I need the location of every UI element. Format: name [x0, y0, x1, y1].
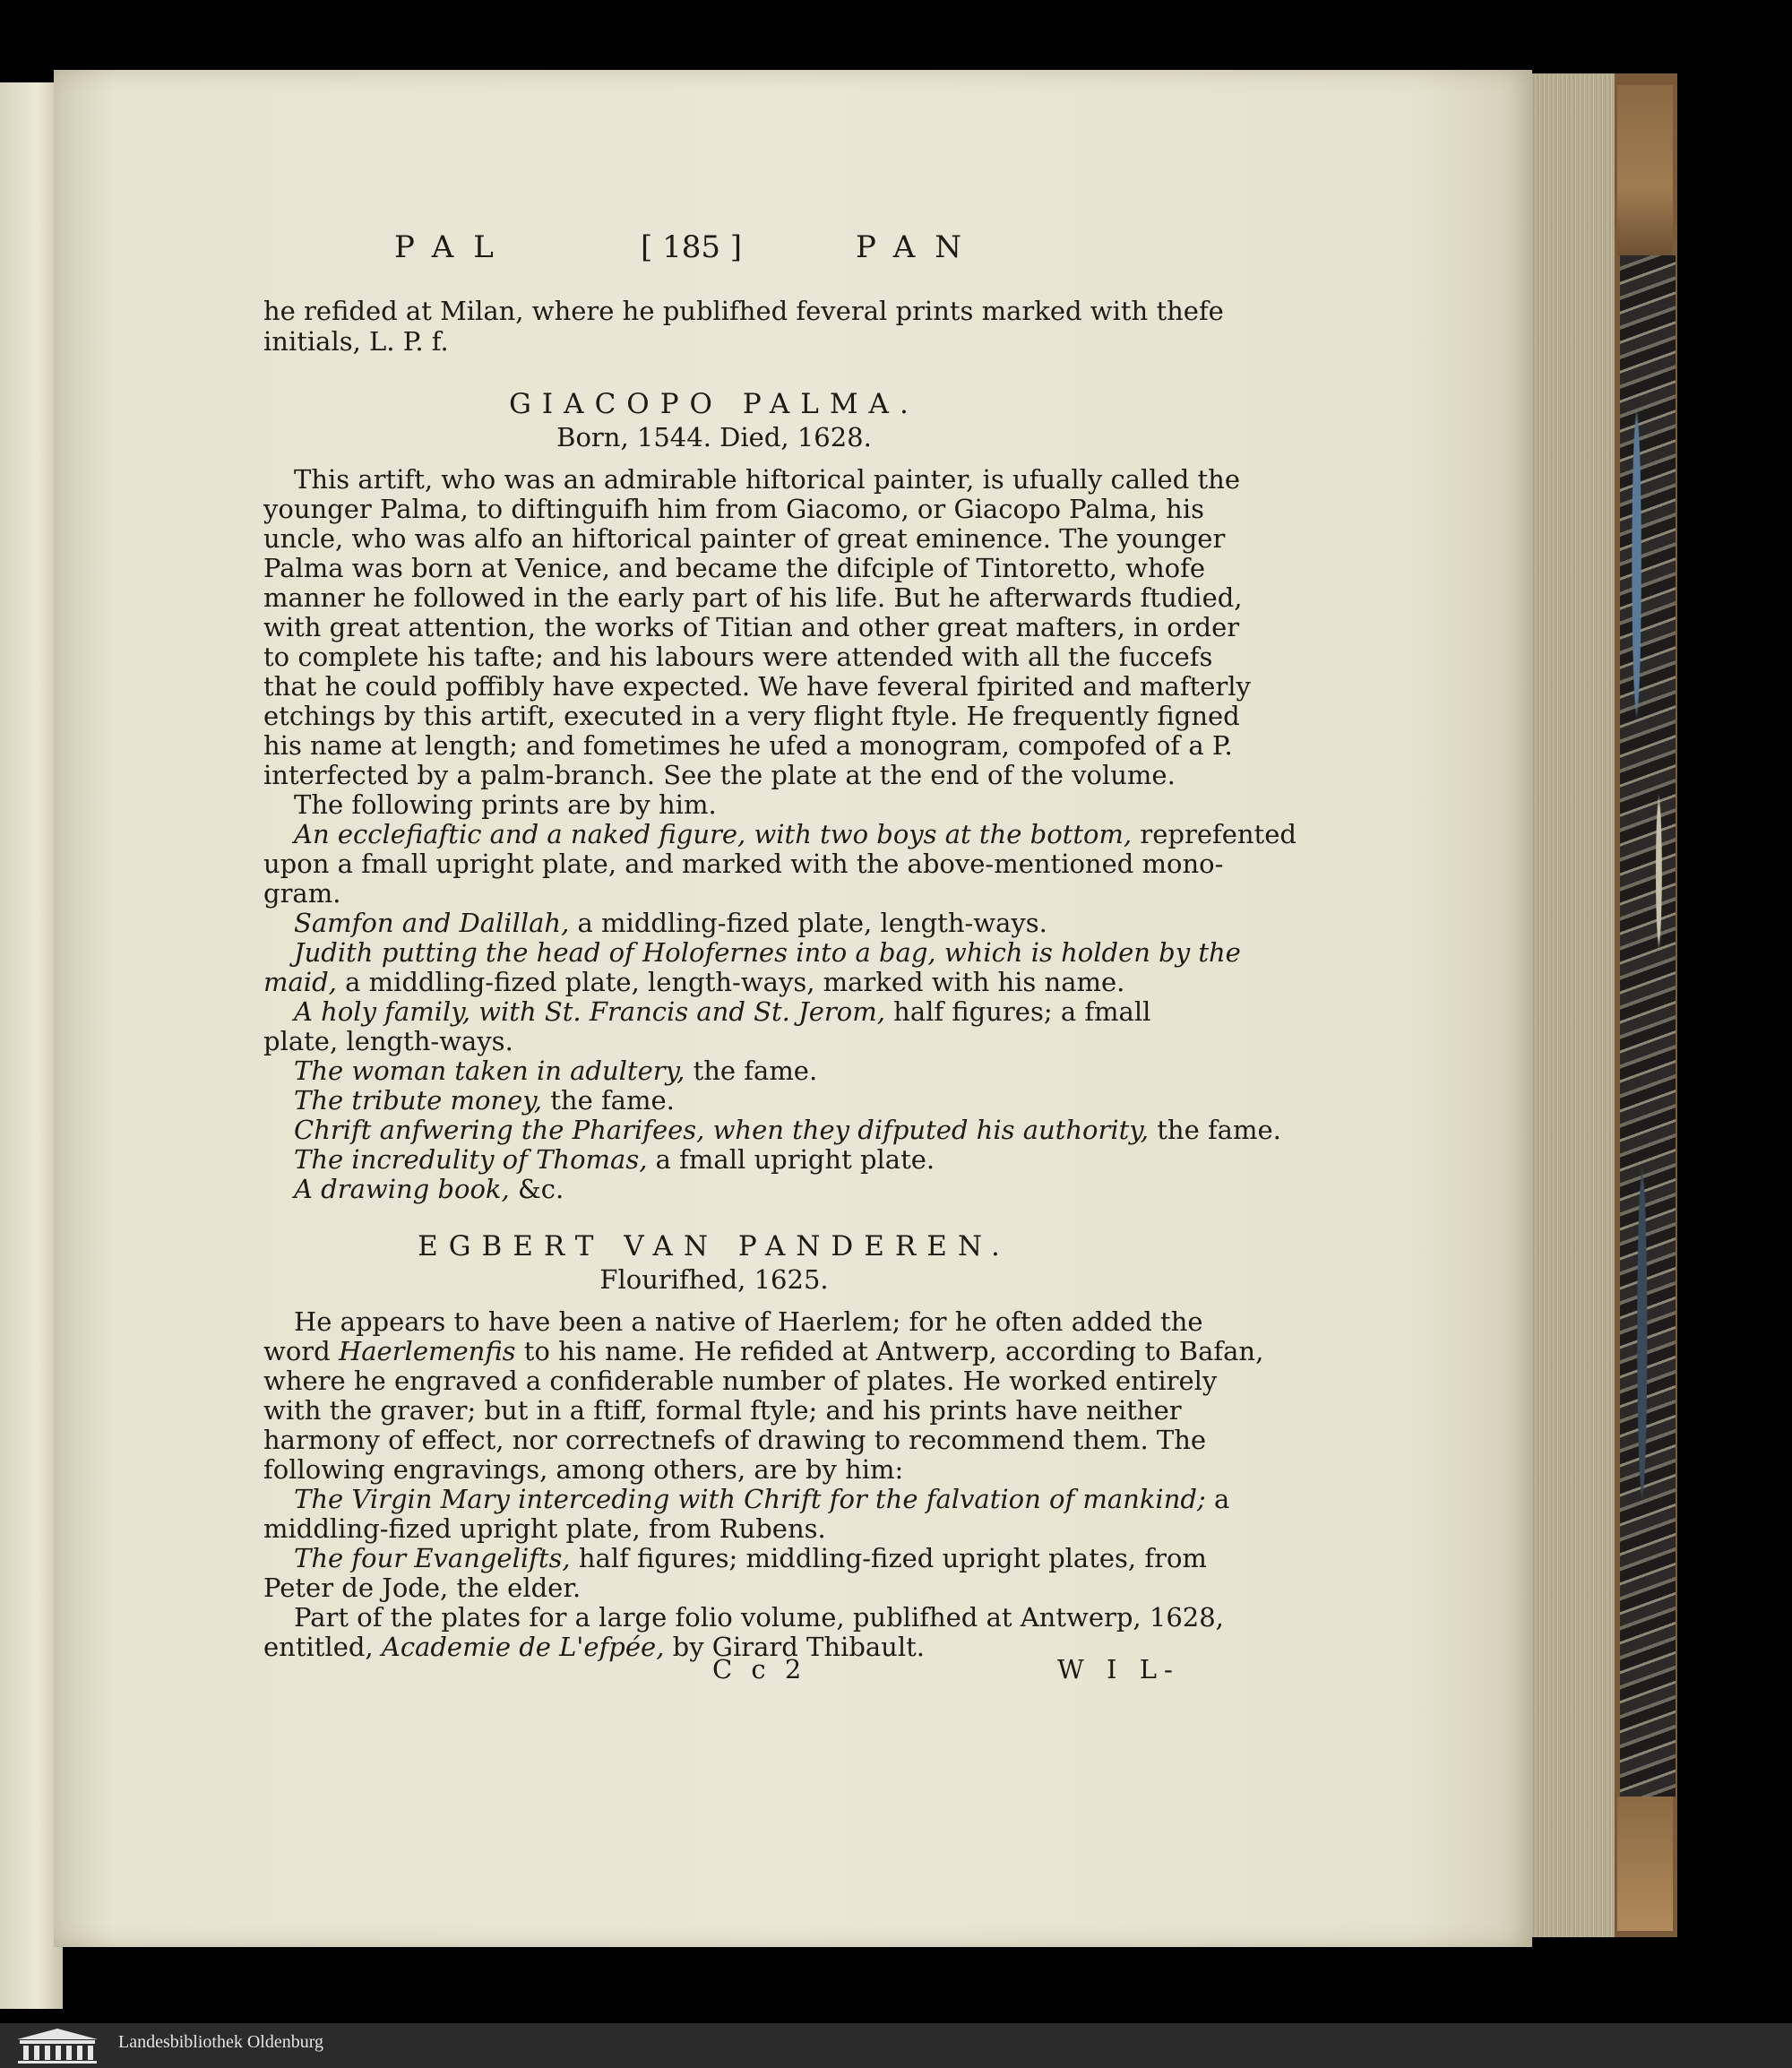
- section-dates-palma: Born, 1544. Died, 1628.: [556, 422, 872, 452]
- work-desc: the fame.: [550, 1085, 675, 1116]
- work-title: The woman taken in adultery,: [294, 1056, 685, 1086]
- text-line: [263, 296, 1224, 326]
- work-entry: Part of the plates for a large folio volume, publifhed at Antwerp, 1628,: [294, 1602, 1224, 1633]
- work-entry: [294, 1056, 817, 1086]
- work-desc: half figures; a fmall: [893, 996, 1151, 1027]
- para-line: to complete his tafte; and his labours were attended with all the fuccefs: [263, 642, 1213, 672]
- work-title: The Virgin Mary interceding with Chrift for the falvation of mankind;: [294, 1484, 1206, 1514]
- line-text: he refided at Milan, where he publifhed feveral prints marked with thefe: [263, 296, 1224, 326]
- work-title: Chrift anfwering the Pharifees, when they difputed his authority,: [294, 1115, 1150, 1145]
- section-title-palma: GIACOPO PALMA.: [509, 388, 919, 420]
- work-desc: a fmall upright plate.: [655, 1144, 935, 1175]
- section-dates-panderen: Flourifhed, 1625.: [599, 1264, 829, 1295]
- line-text: entitled,: [263, 1632, 374, 1662]
- header-left: PAL: [394, 229, 513, 265]
- work-entry: [294, 908, 1047, 938]
- work-desc: reprefented: [1140, 819, 1297, 849]
- work-desc: the fame.: [1157, 1115, 1281, 1145]
- work-desc: the fame.: [693, 1056, 818, 1086]
- para-line: manner he followed in the early part of his life. But he afterwards ftudied,: [263, 582, 1243, 613]
- work-desc: half figures; middling-fized upright plates, from: [578, 1543, 1207, 1573]
- work-entry: [294, 819, 1297, 849]
- line-text: word: [263, 1336, 331, 1366]
- running-header: [394, 229, 1039, 274]
- para-line: interfected by a palm-branch. See the plate at the end of the volume.: [263, 760, 1176, 790]
- para-line: He appears to have been a native of Haerlem; for he often added the: [294, 1306, 1203, 1337]
- work-title: The tribute money,: [294, 1085, 543, 1116]
- para-line: This artift, who was an admirable hiftorical painter, is ufually called the: [294, 464, 1240, 495]
- marbled-paper: [1620, 255, 1676, 1797]
- header-right: PAN: [856, 229, 982, 265]
- work-title: The four Evangelifts,: [294, 1543, 571, 1573]
- text-line: initials, L. P. f.: [263, 326, 449, 357]
- line-text: by Girard Thibault.: [672, 1632, 926, 1662]
- para-line: uncle, who was alfo an hiftorical painter of great eminence. The younger: [263, 523, 1226, 554]
- leather-corner-bottom: [1617, 1797, 1673, 1931]
- page-number: [ 185 ]: [641, 229, 743, 265]
- library-building-icon: [13, 2027, 102, 2064]
- signature-mark: C c 2: [712, 1654, 807, 1685]
- work-desc: &c.: [517, 1174, 564, 1204]
- work-title: Samfon and Dalillah,: [294, 908, 570, 938]
- work-entry-cont: plate, length-ways.: [263, 1026, 513, 1056]
- para-line: [263, 1336, 1263, 1366]
- para-line: with great attention, the works of Titian and other great mafters, in order: [263, 612, 1240, 642]
- work-entry-cont: gram.: [263, 878, 341, 909]
- work-entry-cont: middling-fized upright plate, from Rubens.: [263, 1513, 826, 1544]
- work-title: A holy family, with St. Francis and St. Jerom,: [294, 996, 885, 1027]
- para-line: his name at length; and fometimes he ufed a monogram, compofed of a P.: [263, 730, 1233, 761]
- line-text: to his name. He refided at Antwerp, according to Bafan,: [523, 1336, 1264, 1366]
- para-line: harmony of effect, nor correctnefs of drawing to recommend them. The: [263, 1425, 1207, 1455]
- work-entry: [294, 1115, 1281, 1145]
- page-block-edge: [1532, 73, 1616, 1937]
- work-entry-cont: upon a fmall upright plate, and marked with the above-mentioned mono-: [263, 849, 1224, 879]
- work-title: The incredulity of Thomas,: [294, 1144, 648, 1175]
- work-entry: [294, 1174, 564, 1204]
- work-desc: a: [1213, 1484, 1230, 1514]
- work-entry: [294, 1085, 675, 1116]
- prints-intro: The following prints are by him.: [294, 789, 717, 820]
- para-line: younger Palma, to diftinguifh him from Giacomo, or Giacopo Palma, his: [263, 494, 1204, 524]
- work-entry-cont: [263, 967, 1124, 997]
- library-name: Landesbibliothek Oldenburg: [118, 2032, 324, 2052]
- work-desc: a middling-fized plate, length-ways, marked with his name.: [345, 967, 1125, 997]
- work-entry: [294, 1484, 1229, 1514]
- work-title: An ecclefiaftic and a naked figure, with two boys at the bottom,: [294, 819, 1133, 849]
- section-title-panderen: EGBERT VAN PANDEREN.: [418, 1230, 1011, 1262]
- work-entry: [294, 1144, 935, 1175]
- para-line: following engravings, among others, are by him:: [263, 1454, 904, 1485]
- work-entry: [294, 996, 1150, 1027]
- work-entry-cont: Peter de Jode, the elder.: [263, 1573, 582, 1603]
- para-line: where he engraved a confiderable number of plates. He worked entirely: [263, 1366, 1218, 1396]
- leather-corner-top: [1617, 85, 1673, 255]
- para-line: with the graver; but in a ftiff, formal ftyle; and his prints have neither: [263, 1395, 1182, 1426]
- work-title: A drawing book,: [294, 1174, 510, 1204]
- work-entry-cont: [263, 1632, 925, 1662]
- work-desc: a middling-fized plate, length-ways.: [577, 908, 1047, 938]
- work-entry: [294, 937, 1241, 968]
- catchword: W I L-: [1057, 1654, 1180, 1685]
- para-line: etchings by this artift, executed in a very flight ftyle. He frequently figned: [263, 701, 1240, 731]
- work-title: Academie de L'efpée,: [381, 1632, 665, 1662]
- para-line: that he could poffibly have expected. We have feveral fpirited and mafterly: [263, 671, 1251, 702]
- work-entry: [294, 1543, 1207, 1573]
- work-title: Judith putting the head of Holofernes into a bag, which is holden by the: [294, 937, 1241, 968]
- para-line: Palma was born at Venice, and became the difciple of Tintoretto, whofe: [263, 553, 1205, 583]
- line-text-italic: Haerlemenfis: [338, 1336, 516, 1366]
- work-title: maid,: [263, 967, 337, 997]
